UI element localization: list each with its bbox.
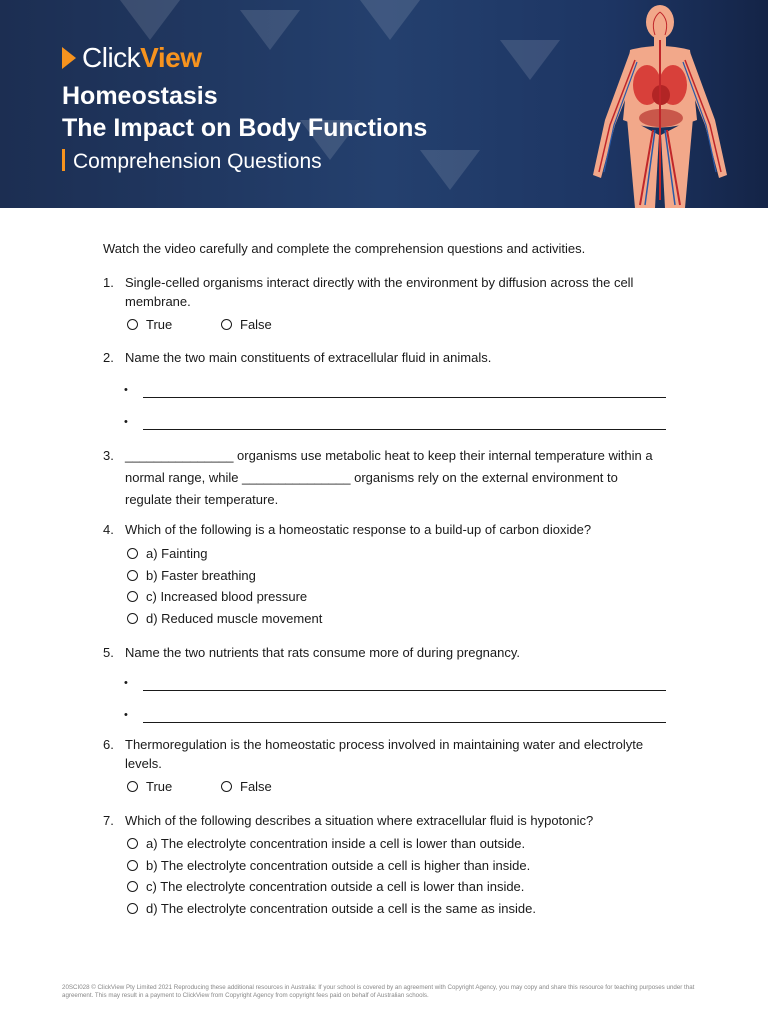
radio-button[interactable] [127,570,138,581]
clickview-logo [62,42,201,74]
question-text: Which of the following is a homeostatic response to a build-up of carbon dioxide? [125,522,592,537]
question-number: 3. [103,448,114,463]
page-title-line2: The Impact on Body Functions [62,114,428,142]
radio-button[interactable] [127,548,138,559]
logo-view-text: View [140,42,202,73]
option-label: b) Faster breathing [146,568,256,583]
option-label: d) The electrolyte concentration outside a cell is the same as inside. [146,901,536,916]
option-label: True [146,317,173,332]
option-label: False [240,317,272,332]
question-text: Name the two main constituents of extracellular fluid in animals. [125,350,492,365]
answer-line[interactable] [143,397,666,398]
question-4 [103,520,668,539]
logo-click-text: Click [82,42,141,73]
question-number: 2. [103,350,114,365]
option-label: True [146,779,173,794]
q2-answer-line-1[interactable] [124,384,666,398]
radio-button[interactable] [127,613,138,624]
human-circulatory-illustration [575,0,745,208]
option-label: c) The electrolyte concentration outside a cell is lower than inside. [146,879,525,894]
answer-line[interactable] [143,690,666,691]
radio-button[interactable] [127,860,138,871]
q1-option-false[interactable] [221,317,272,332]
play-icon [62,47,76,69]
intro-text: Watch the video carefully and complete the comprehension questions and activities. [103,241,586,256]
bullet: • [124,709,128,721]
question-number: 5. [103,645,114,660]
page-title-line1: Homeostasis [62,82,218,110]
option-label: b) The electrolyte concentration outside a cell is higher than inside. [146,858,531,873]
bullet: • [124,677,128,689]
radio-button[interactable] [221,781,232,792]
q4-option-b[interactable] [127,568,256,583]
q5-answer-line-2[interactable] [124,709,666,723]
question-number: 7. [103,813,114,828]
q1-option-true[interactable] [127,317,172,332]
radio-button[interactable] [127,903,138,914]
answer-line[interactable] [143,722,666,723]
question-6 [103,735,668,773]
q7-option-a[interactable] [127,836,525,851]
question-text: _______________ organisms use metabolic heat to keep their internal temperature within a normal range, while _______________ organisms rely on the external environment to regulate their temperature. [125,448,653,507]
question-text: Which of the following describes a situation where extracellular fluid is hypotonic? [125,813,594,828]
question-number: 6. [103,737,114,752]
subtitle-text: Comprehension Questions [73,150,322,173]
q4-option-d[interactable] [127,611,322,626]
copyright-footer: 20SCI028 © ClickView Pty Limited 2021 Reproducing these additional resources in Australia: If your school is covered by an agreement with Copyright Agency, you may copy and share this resource for teaching purposes under that agreement. This may result in a payment to ClickView from Copyright Agency from copyright fees paid on behalf of Australian schools. [62,984,695,999]
q5-answer-line-1[interactable] [124,677,666,691]
question-1 [103,273,668,311]
radio-button[interactable] [127,838,138,849]
bullet: • [124,384,128,396]
radio-button[interactable] [127,781,138,792]
question-text: Thermoregulation is the homeostatic process involved in maintaining water and electrolyte levels. [125,737,644,771]
q6-option-false[interactable] [221,779,272,794]
q4-option-a[interactable] [127,546,207,561]
question-number: 4. [103,522,114,537]
question-text: Name the two nutrients that rats consume more of during pregnancy. [125,645,521,660]
option-label: d) Reduced muscle movement [146,611,323,626]
q6-option-true[interactable] [127,779,172,794]
radio-button[interactable] [127,319,138,330]
option-label: a) The electrolyte concentration inside a cell is lower than outside. [146,836,526,851]
q7-option-d[interactable] [127,901,536,916]
question-3 [103,445,668,511]
radio-button[interactable] [221,319,232,330]
q4-option-c[interactable] [127,589,307,604]
header-banner [0,0,768,208]
answer-line[interactable] [143,429,666,430]
option-label: False [240,779,272,794]
question-7 [103,811,668,830]
question-number: 1. [103,275,114,290]
q2-answer-line-2[interactable] [124,416,666,430]
page-subtitle [62,149,322,174]
option-label: a) Fainting [146,546,208,561]
question-5 [103,643,668,662]
question-2 [103,348,668,367]
radio-button[interactable] [127,591,138,602]
question-text: Single-celled organisms interact directly with the environment by diffusion across the cell membrane. [125,275,634,309]
q7-option-c[interactable] [127,879,524,894]
radio-button[interactable] [127,881,138,892]
bullet: • [124,416,128,428]
accent-bar [62,149,65,171]
q7-option-b[interactable] [127,858,530,873]
option-label: c) Increased blood pressure [146,589,308,604]
